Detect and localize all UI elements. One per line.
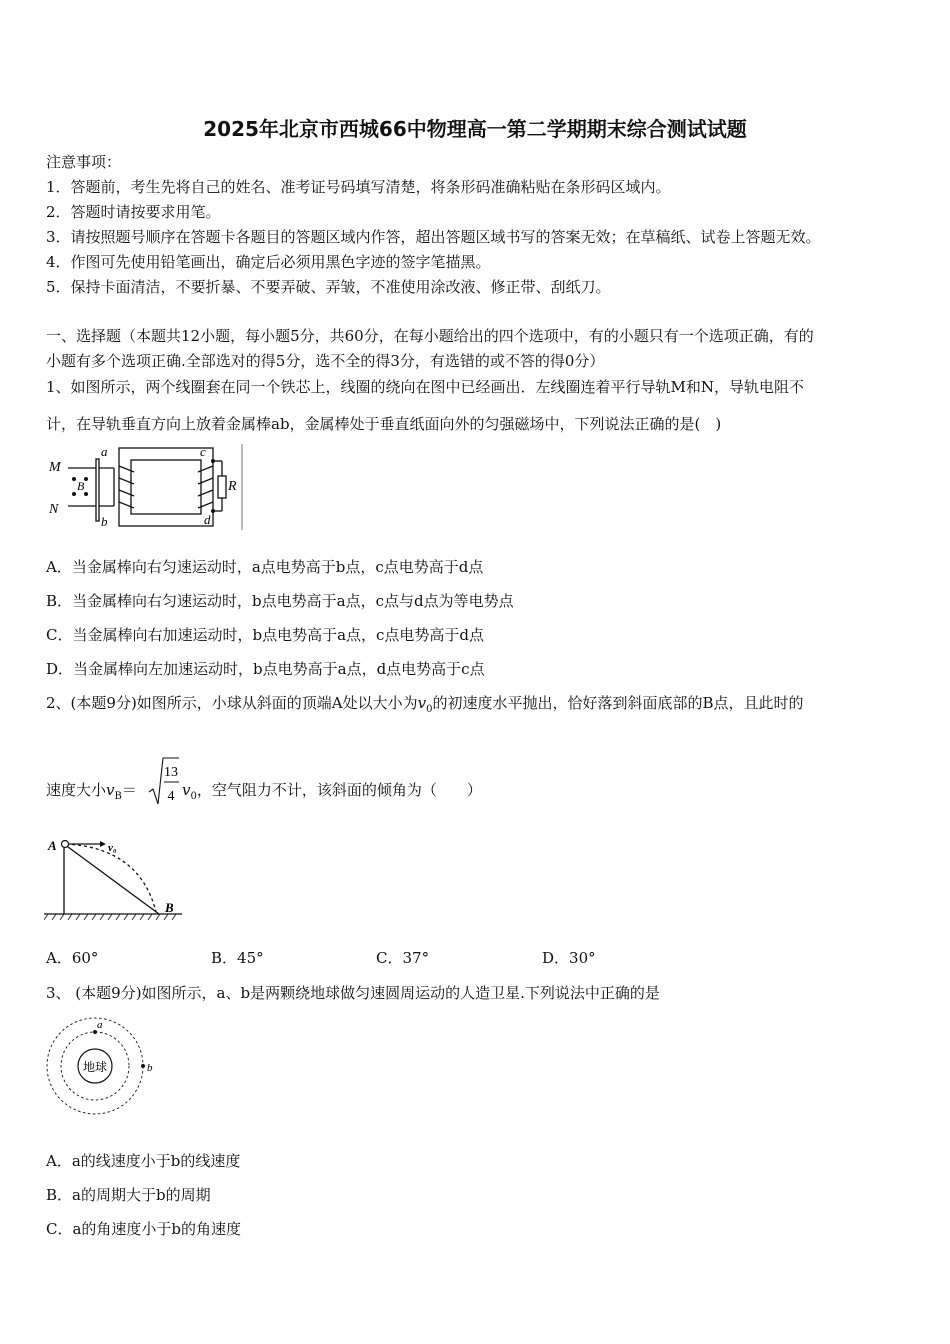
label-v0: v₀: [108, 842, 117, 854]
q1-option-b: B．当金属棒向右匀速运动时，b点电势高于a点，c点与d点为等电势点: [46, 592, 514, 610]
label-earth: 地球: [82, 1060, 108, 1074]
q2-option-b: B．45°: [211, 949, 264, 967]
q3-option-b: B．a的周期大于b的周期: [46, 1186, 211, 1204]
label-b: b: [101, 514, 108, 529]
label-r: R: [228, 479, 237, 494]
q3-option-c: C．a的角速度小于b的角速度: [46, 1220, 242, 1238]
q2-option-d: D．30°: [542, 949, 596, 967]
notice-item: 3．请按照题号顺序在答题卡各题目的答题区域内作答，超出答题区域书写的答案无效；在草稿纸、试卷上答题无效。: [46, 228, 821, 246]
section-heading-cont: 小题有多个选项正确.全部选对的得5分，选不全的得3分，有选错的或不答的得0分）: [46, 352, 605, 370]
q1-option-d: D．当金属棒向左加速运动时，b点电势高于a点，d点电势高于c点: [46, 660, 485, 678]
q3-orbit-figure: [44, 1014, 156, 1116]
q1-option-c: C．当金属棒向右加速运动时，b点电势高于a点，c点电势高于d点: [46, 626, 485, 644]
notice-heading: 注意事项：: [46, 153, 122, 171]
page-title: 2025年北京市西城66中物理高一第二学期期末综合测试试题: [203, 117, 747, 141]
q3-option-a: A．a的线速度小于b的线速度: [46, 1152, 241, 1170]
label-field: B: [77, 479, 85, 493]
q1-stem: 1、如图所示，两个线圈套在同一个铁芯上，线圈的绕向在图中已经画出．左线圈连着平行导轨M和N，导轨电阻不: [46, 378, 805, 396]
label-n: N: [49, 502, 59, 517]
q2-sqrt-fraction: [148, 756, 180, 808]
q2-stem-pre: 速度大小$v_B=$: [46, 781, 137, 802]
q1-circuit-figure: [44, 442, 246, 532]
label-d: d: [204, 512, 211, 527]
label-a: a: [97, 1019, 103, 1031]
q3-stem: 3、 (本题9分)如图所示，a、b是两颗绕地球做匀速圆周运动的人造卫星.下列说法中正确的是: [46, 984, 660, 1002]
q1-option-a: A．当金属棒向右匀速运动时，a点电势高于b点，c点电势高于d点: [46, 558, 484, 576]
notice-item: 2．答题时请按要求用笔。: [46, 203, 221, 221]
notice-item: 5．保持卡面清洁，不要折暴、不要弄破、弄皱，不准使用涂改液、修正带、刮纸刀。: [46, 278, 611, 296]
label-a: A: [48, 838, 57, 853]
label-b: b: [147, 1062, 153, 1074]
frac-numerator: 13: [164, 765, 178, 780]
q2-option-a: A．60°: [46, 949, 99, 967]
label-b: B: [165, 900, 174, 915]
label-a: a: [101, 444, 108, 459]
q2-stem: 2、(本题9分)如图所示，小球从斜面的顶端A处以大小为$v_0$的初速度水平抛出，恰好落到斜面底部的B点，且此时的: [46, 694, 804, 715]
notice-item: 4．作图可先使用铅笔画出，确定后必须用黑色字迹的签字笔描黑。: [46, 253, 491, 271]
q2-stem-post: $v_0$，空气阻力不计，该斜面的倾角为（ ）: [182, 781, 482, 802]
q2-incline-figure: [44, 834, 186, 922]
frac-denominator: 4: [167, 789, 175, 804]
q2-option-c: C．37°: [376, 949, 430, 967]
notice-item: 1．答题前，考生先将自己的姓名、准考证号码填写清楚，将条形码准确粘贴在条形码区域内。: [46, 178, 671, 196]
label-c: c: [200, 444, 206, 459]
section-heading: 一、选择题（本题共12小题，每小题5分，共60分，在每小题给出的四个选项中，有的小题只有一个选项正确，有的: [46, 327, 814, 345]
label-m: M: [49, 460, 61, 475]
q1-stem-cont: 计，在导轨垂直方向上放着金属棒ab，金属棒处于垂直纸面向外的匀强磁场中，下列说法正确的是( ): [46, 415, 722, 433]
